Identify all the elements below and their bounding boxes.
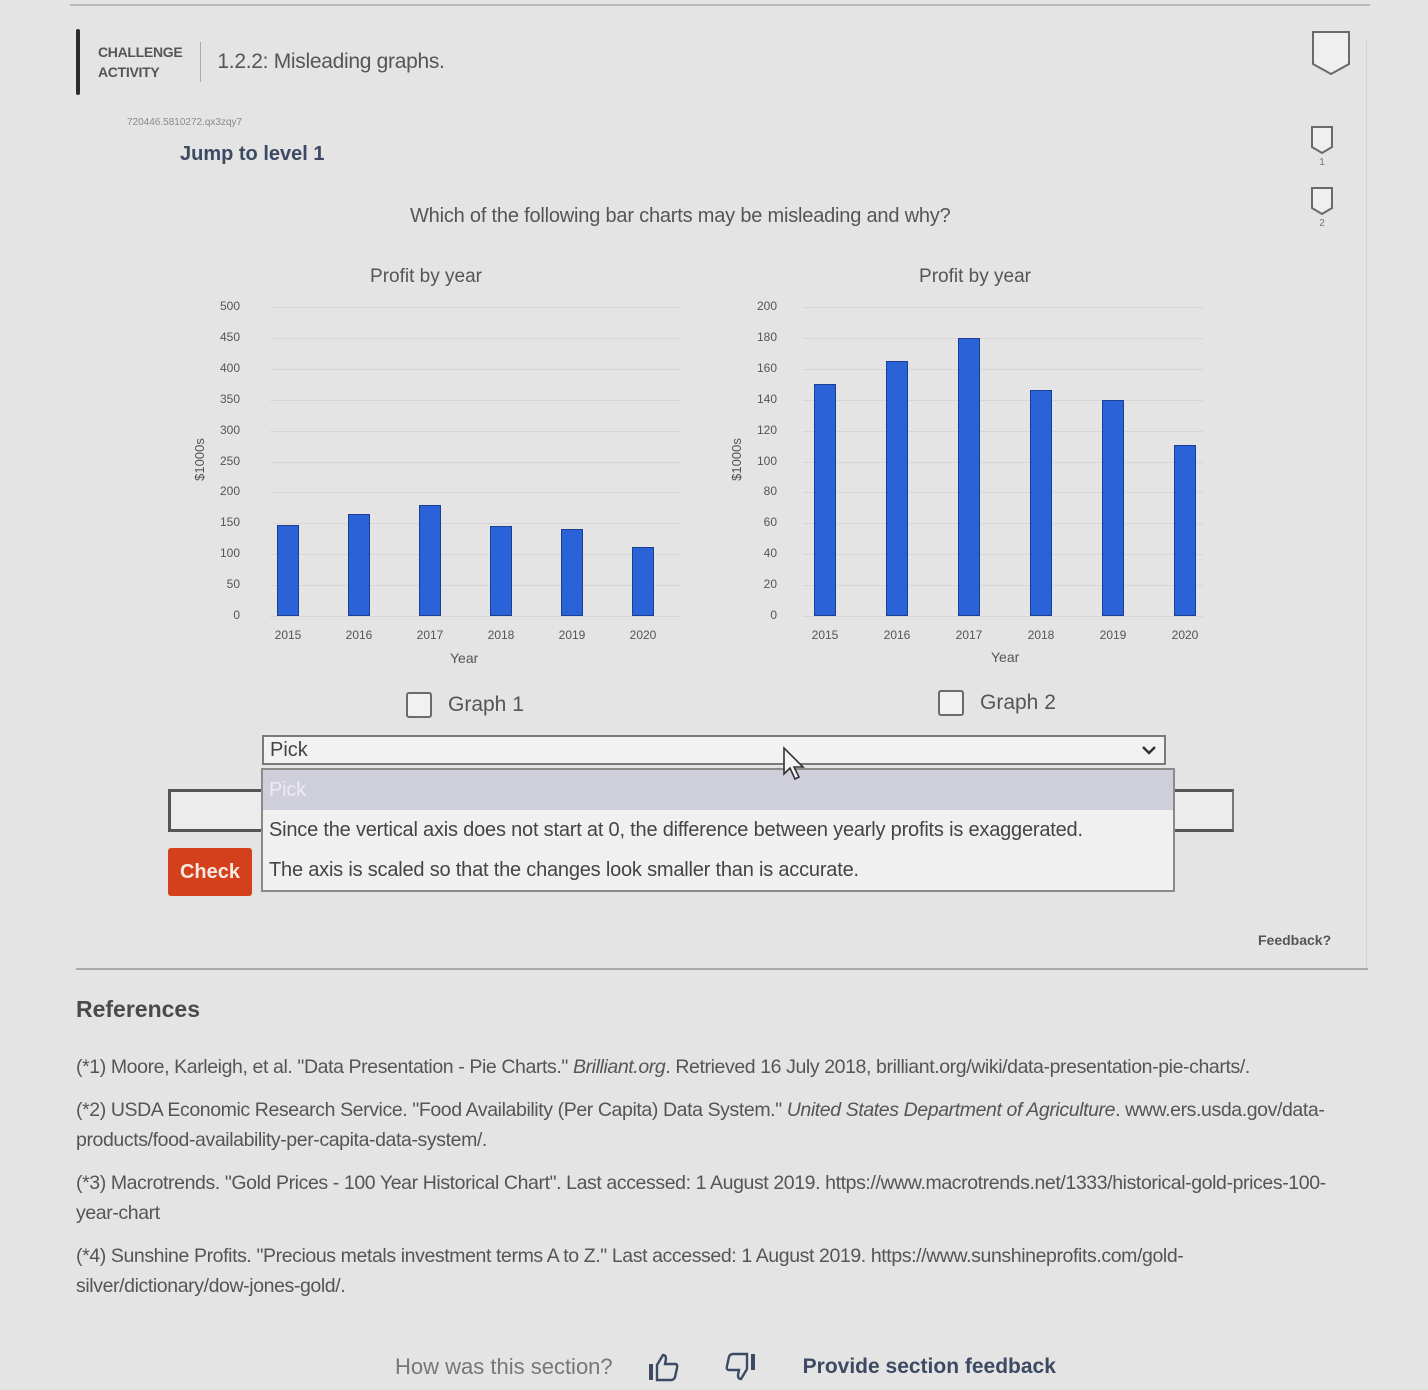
question-text: Which of the following bar charts may be misleading and why?: [410, 205, 951, 227]
x-tick-label: 2019: [558, 628, 586, 642]
challenge-label-line1: CHALLENGE: [98, 44, 183, 60]
gridline: [803, 616, 1203, 617]
select-value: Pick: [270, 738, 308, 761]
x-axis-label: Year: [991, 649, 1020, 665]
y-tick-label: 40: [763, 546, 777, 561]
check-button[interactable]: Check: [168, 848, 252, 896]
level-badge-icon: [1310, 125, 1334, 155]
gridline: [803, 400, 1203, 401]
references-list: [76, 1052, 1346, 1314]
y-tick-label: 300: [219, 422, 240, 437]
activity-title: 1.2.2: Misleading graphs.: [217, 50, 445, 73]
mouse-cursor-icon: [782, 746, 808, 782]
gridline: [270, 338, 680, 339]
x-tick-label: 2017: [416, 628, 444, 642]
challenge-activity-label: [98, 42, 182, 82]
graph-2-checkbox[interactable]: [938, 690, 1056, 716]
level-marker-overall[interactable]: [1311, 30, 1351, 76]
y-tick-label: 150: [219, 515, 240, 530]
gridline: [803, 554, 1203, 555]
y-tick-label: 100: [219, 546, 240, 561]
bar-2018: [1030, 390, 1052, 616]
graph-2-label: Graph 2: [980, 691, 1056, 714]
y-tick-label: 50: [226, 577, 240, 592]
references-heading: References: [76, 996, 201, 1022]
chart-title: Profit by year: [919, 266, 1031, 287]
level-number: 1: [1319, 157, 1325, 168]
gridline: [803, 307, 1203, 308]
top-divider: [70, 4, 1370, 6]
x-tick-label: 2020: [1171, 628, 1199, 642]
chart-title: Profit by year: [370, 266, 482, 287]
dropdown-option-axis-not-zero[interactable]: Since the vertical axis does not start at 0, the difference between yearly profits is exaggerated.: [269, 819, 1083, 841]
reason-dropdown-list: [261, 768, 1175, 892]
level-marker-2[interactable]: [1310, 186, 1334, 229]
bar-chart-graph-2: [725, 262, 1225, 672]
y-tick-label: 140: [756, 391, 777, 406]
gridline: [803, 462, 1203, 463]
checkbox[interactable]: [938, 690, 964, 716]
level-badge-icon: [1311, 30, 1351, 76]
bar-2018: [490, 526, 512, 616]
gridline: [803, 585, 1203, 586]
gridline: [270, 462, 680, 463]
y-tick-label: 60: [763, 515, 777, 530]
thumbs-up-icon[interactable]: [647, 1352, 681, 1382]
dropdown-option-pick[interactable]: Pick: [263, 770, 1173, 810]
x-tick-label: 2015: [274, 628, 302, 642]
y-tick-label: 0: [770, 608, 777, 622]
y-tick-label: 350: [219, 391, 240, 406]
bar-2016: [348, 514, 370, 616]
graph-1-checkbox[interactable]: [406, 692, 524, 718]
level-badge-icon: [1310, 186, 1334, 216]
header-divider: [200, 42, 201, 82]
challenge-header: [76, 30, 445, 94]
gridline: [270, 369, 680, 370]
bar-2015: [277, 525, 299, 616]
gridline: [270, 492, 680, 493]
x-tick-label: 2017: [955, 628, 983, 642]
bar-2019: [561, 529, 583, 616]
y-tick-label: 100: [756, 453, 777, 468]
gridline: [803, 338, 1203, 339]
y-tick-label: 0: [233, 608, 240, 622]
section-rating-question: How was this section?: [395, 1354, 613, 1379]
bar-2019: [1102, 400, 1124, 616]
y-axis-label: $1000s: [191, 438, 207, 481]
chevron-down-icon: [1140, 741, 1158, 759]
y-tick-label: 120: [756, 422, 777, 437]
reference-item: (*3) Macrotrends. "Gold Prices - 100 Year Historical Chart". Last accessed: 1 August 2019. https://www.macrotrends.net/1333/historical-gold-prices-100-year-chart: [76, 1172, 1326, 1224]
y-axis-label: $1000s: [728, 438, 744, 481]
y-tick-label: 200: [219, 484, 240, 499]
y-tick-label: 500: [219, 299, 240, 313]
checkbox[interactable]: [406, 692, 432, 718]
x-tick-label: 2019: [1099, 628, 1127, 642]
gridline: [270, 523, 680, 524]
gridline: [270, 554, 680, 555]
x-axis-label: Year: [450, 650, 479, 666]
gridline: [803, 523, 1203, 524]
gridline: [270, 431, 680, 432]
y-tick-label: 180: [756, 329, 777, 344]
challenge-label-line2: ACTIVITY: [98, 64, 160, 80]
feedback-link[interactable]: Feedback?: [1258, 932, 1332, 948]
y-tick-label: 160: [756, 360, 777, 375]
y-tick-label: 250: [219, 453, 240, 468]
panel-right-divider: [1366, 40, 1367, 970]
reference-item: (*4) Sunshine Profits. "Precious metals investment terms A to Z." Last accessed: 1 August 2019. https://www.sunshineprofits.com/gold-silver/dictionary/dow-jones-gold/.: [76, 1245, 1184, 1297]
bar-2017: [419, 505, 441, 616]
x-tick-label: 2016: [345, 628, 373, 642]
x-tick-label: 2020: [629, 628, 657, 642]
level-number: 2: [1319, 218, 1325, 229]
y-tick-label: 200: [756, 299, 777, 313]
section-feedback-bar: [395, 1352, 1056, 1382]
x-tick-label: 2015: [811, 628, 839, 642]
reference-item: (*1) Moore, Karleigh, et al. "Data Presentation - Pie Charts." Brilliant.org. Retrieved 16 July 2018, brilliant.org/wiki/data-presentation-pie-charts/.: [76, 1056, 1250, 1078]
bar-2017: [958, 338, 980, 616]
bar-2015: [814, 384, 836, 616]
reference-item: (*2) USDA Economic Research Service. "Food Availability (Per Capita) Data System." United States Department of Agriculture. www.ers.usda.gov/data-products/food-availability-per-capita-data-system/.: [76, 1099, 1325, 1151]
gridline: [270, 307, 680, 308]
gridline: [270, 400, 680, 401]
gridline: [270, 585, 680, 586]
gridline: [803, 431, 1203, 432]
x-tick-label: 2016: [883, 628, 911, 642]
thumbs-down-icon[interactable]: [723, 1352, 757, 1382]
bar-2016: [886, 361, 908, 616]
y-tick-label: 450: [219, 329, 240, 344]
provide-section-feedback-link[interactable]: Provide section feedback: [802, 1355, 1056, 1378]
y-tick-label: 400: [219, 360, 240, 375]
x-tick-label: 2018: [487, 628, 515, 642]
reason-select[interactable]: [262, 735, 1166, 765]
y-tick-label: 80: [763, 484, 777, 499]
bar-2020: [1174, 445, 1196, 616]
panel-bottom-divider: [76, 968, 1368, 970]
header-accent-bar: [76, 29, 80, 95]
jump-to-level-link[interactable]: Jump to level 1: [180, 143, 325, 165]
gridline: [803, 369, 1203, 370]
dropdown-option-axis-scaled[interactable]: The axis is scaled so that the changes look smaller than is accurate.: [269, 859, 859, 881]
bar-2020: [632, 547, 654, 616]
level-marker-1[interactable]: [1310, 125, 1334, 168]
bar-chart-graph-1: [190, 262, 690, 672]
activity-id: 720446.5810272.qx3zqy7: [127, 117, 243, 128]
x-tick-label: 2018: [1027, 628, 1055, 642]
y-tick-label: 20: [763, 577, 777, 592]
graph-1-label: Graph 1: [448, 693, 524, 716]
gridline: [803, 492, 1203, 493]
gridline: [270, 616, 680, 617]
